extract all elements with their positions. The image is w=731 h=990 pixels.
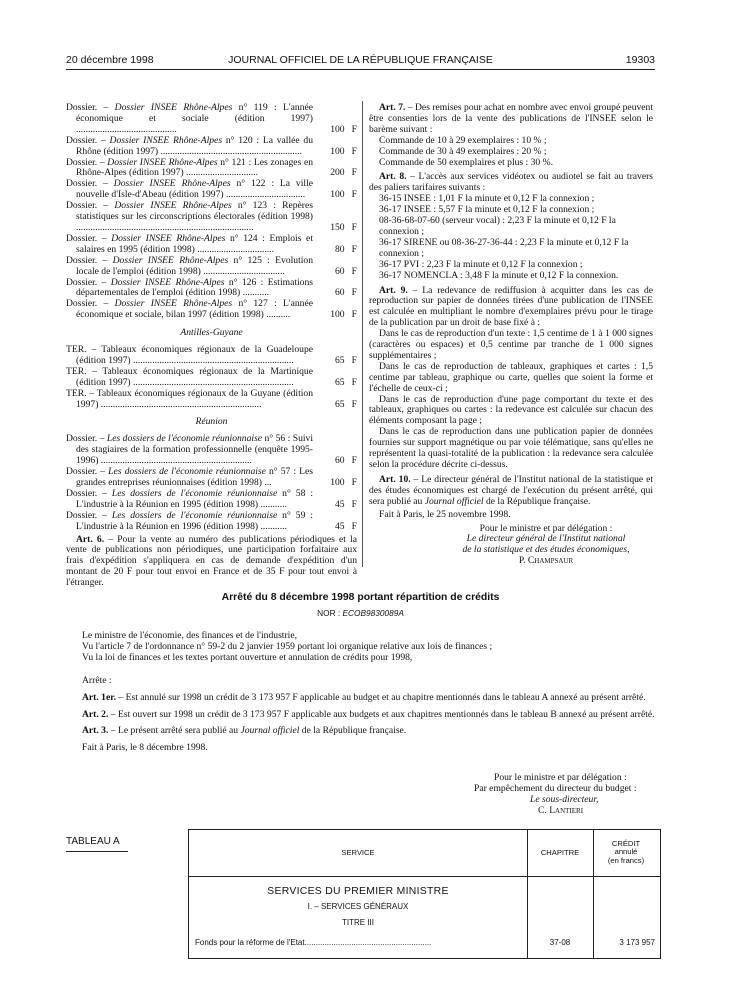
header-page-number: 19303 [625,54,655,66]
header-date: 20 décembre 1998 [66,54,154,66]
col-header-chapitre: CHAPITRE [540,848,580,857]
reproduction-case: Dans le cas de reproduction d'une page comportant du texte et des tableaux, graphiques ou cartes : la redevance est calculée sur chacun des éléments composant la page ; [369,393,653,427]
signature-1-line-2: Le directeur général de l'Institut national [466,533,626,545]
table-heading-services: SERVICES DU PREMIER MINISTRE [267,886,449,897]
arrete-word: Arrête : [82,674,112,686]
table-row-service: Fonds pour la réforme de l'Etat......................................................... [195,938,432,947]
tariff-line: 36-15 INSEE : 1,01 F la minute et 0,12 F la connexion ; [379,193,595,205]
page-header [66,54,655,68]
arrete-title: Arrêté du 8 décembre 1998 portant répartition de crédits [221,592,500,603]
article-7-scale [369,136,653,169]
publication-price: 60 F [335,265,357,277]
left-column [66,103,357,589]
publication-title: TER. – Tableaux économiques régionaux de la Guyane (édition 1997) ................................................................... [66,387,313,410]
tariff-line: 36-17 PVI : 2,23 F la minute et 0,12 F la connexion ; [379,258,583,270]
reproduction-case: Dans le cas de reproduction de tableaux, graphiques et cartes : 1,5 centime par tableau, graphique ou carte, quelles que soient la forme et l'échelle de ceux-ci ; [369,360,653,394]
visa-loi-finances: Vu la loi de finances et les textes portant ouverture et annulation de crédits pour 1998, [82,651,413,663]
publication-title: Dossier. – Dossier INSEE Rhône-Alpes n° 120 : La vallée du Rhône (édition 1997) ........................................................... [66,134,313,157]
signature-1-name: P. Champsaur [518,555,574,567]
publication-title: Dossier. – Dossier INSEE Rhône-Alpes n° 121 : Les zonages en Rhône-Alpes (édition 1997) .............................. [66,156,314,179]
publication-title: Dossier. – Les dossiers de l'économie réunionnaise n° 59 : L'industrie à la Réunion en 1996 (édition 1998) ........... [66,509,313,532]
visa-ordonnance: Vu l'article 7 de l'ordonnance n° 59-2 du 2 janvier 1959 portant loi organique relative aux lois de finances ; [82,640,493,652]
publication-entry [66,389,357,411]
publication-price: 65 F [335,354,357,366]
price-list-rhone-alpes [66,103,357,321]
publication-title: Dossier. – Dossier INSEE Rhône-Alpes n° 123 : Repères statistiques sur les circonscriptions électorales (édition 1998) .......................................................................... [66,200,313,233]
publication-entry [66,201,357,234]
publication-price: 100 F [330,189,357,201]
publication-price: 100 F [330,477,357,488]
publication-title: Dossier. – Les dossiers de l'économie réunionnaise n° 57 : Les grandes entreprises réunionnaises (édition 1998) ... [66,466,313,488]
arrete-article-2: Art. 2. – Est ouvert sur 1998 un crédit de 3 173 957 F applicable aux budgets et aux chapitres mentionnés dans le tableau B annexé au présent arrêté. [82,708,655,720]
tableau-a [188,829,661,959]
col-header-credit: CRÉDIT annulé (en francs) [607,839,645,865]
publication-price: 45 F [335,498,357,510]
publication-title: Dossier. – Dossier INSEE Rhône-Alpes n° 124 : Emplois et salaires en 1995 (édition 1998) ................................ [66,232,313,255]
col-header-service: SERVICE [341,848,375,857]
table-heading-titre: TITRE III [342,918,374,927]
publication-entry [66,345,357,367]
signature-2-name: C. Lantieri [538,804,584,816]
article-9: Art. 9. – La redevance de rediffusion à acquitter dans les cas de reproduction sur papier de données tirées d'une publication de l'INSEE est calculée en multipliant le nombre d'exemplaires prévu pour le tirage de la publication par un droit de base fixé à : [369,284,654,329]
signature-2-line-1: Pour le ministre et par délégation : [494,772,627,783]
publication-price: 65 F [335,376,357,388]
publication-price: 100 F [330,309,357,321]
signature-2-line-3: Le sous-directeur, [530,793,599,805]
signature-1-line-3: de la statistique et des études économiques, [462,544,630,556]
tariff-line: 36-17 NOMENCLA : 3,48 F la minute et 0,12 F la connexion. [379,269,619,281]
table-row-chapitre: 37-08 [549,938,571,947]
tariff-line: 36-17 INSEE : 5,57 F la minute et 0,12 F la connexion ; [379,204,595,216]
publication-entry [66,256,357,278]
signature-block-2 [440,773,730,817]
publication-title: Dossier. – Dossier INSEE Rhône-Alpes n° 119 : L'année économique et sociale (édition 1997) .......................................... [66,102,314,135]
done-at-paris-2: Fait à Paris, le 8 décembre 1998. [82,742,208,754]
publication-entry [66,467,357,489]
tableau-label: TABLEAU A [66,836,120,847]
article-10: Art. 10. – Le directeur général de l'Institut national de la statistique et des études économiques est chargé de l'exécution du présent arrêté, qui sera publié au Journal officiel de la République française. [369,473,654,507]
publication-title: Dossier. – Dossier INSEE Rhône-Alpes n° 122 : La ville nouvelle d'Isle-d'Abeau (édition 1997) ................................. [66,178,313,201]
publication-price: 80 F [335,243,357,255]
publication-title: Dossier. – Les dossiers de l'économie réunionnaise n° 56 : Suivi des stagiaires de la formation professionnelle (enquête 1995-1996) ............................................................... [66,433,313,467]
publication-price: 200 F [330,167,357,179]
article-7: Art. 7. – Des remises pour achat en nombre avec envoi groupé peuvent être consenties lors de la vente des publications de l'INSEE selon le barème suivant : [369,102,654,135]
header-journal-title: JOURNAL OFFICIEL DE LA RÉPUBLIQUE FRANÇAISE [228,54,493,66]
publication-title: Dossier. – Dossier INSEE Rhône-Alpes n° 125 : Evolution locale de l'emploi (édition 1998) .................................. [66,254,313,277]
publication-title: TER. – Tableaux économiques régionaux de la Guadeloupe (édition 1997) ................................................................... [66,344,313,366]
article-8-rates [369,194,653,281]
publication-price: 60 F [335,455,357,467]
publication-entry [66,367,357,389]
signature-block-1 [369,524,653,568]
table-header-rule [189,876,660,877]
publication-price: 150 F [330,221,357,233]
tariff-line: 36-17 SIRENE ou 08-36-27-36-44 : 2,23 F la minute et 0,12 F la connexion ; [379,236,629,259]
table-row-credit: 3 173 957 [619,938,655,947]
done-at-paris-1: Fait à Paris, le 25 novembre 1998. [379,508,511,520]
publication-price: 65 F [335,398,357,410]
publication-entry [66,158,357,180]
reproduction-case: Dans le cas de reproduction d'un texte : 1,5 centime de 1 à 1 000 signes (caractères ou espaces) et 0,5 centime par tranche de 1 000 signes supplémentaires ; [369,328,654,361]
arrete-body [66,631,655,754]
table-heading-services-generaux: I. – SERVICES GÉNÉRAUX [307,902,409,911]
publication-price: 100 F [330,145,357,157]
publication-entry [66,136,357,158]
tariff-line: 08-36-68-07-60 (serveur vocal) : 2,23 F la minute et 0,12 F la connexion ; [379,215,616,237]
publication-entry [66,179,357,201]
publication-price: 45 F [335,520,357,532]
signature-2-line-2: Par empêchement du directeur du budget : [474,782,637,794]
arrete-article-3: Art. 3. – Le présent arrêté sera publié au Journal officiel de la République française. [82,725,407,737]
article-8: Art. 8. – L'accès aux services vidéotex ou audiotel se fait au travers des paliers tarifaires suivants : [369,171,653,194]
discount-line: Commande de 30 à 49 exemplaires : 20 % ; [379,145,547,157]
price-list-antilles [66,345,357,410]
section-heading-reunion: Réunion [195,416,228,428]
price-list-reunion [66,434,357,532]
publication-entry [66,103,357,136]
section-heading-antilles: Antilles-Guyane [180,327,243,339]
publication-entry [66,511,357,533]
discount-line: Commande de 50 exemplaires et plus : 30 %. [379,156,553,168]
visa-minister: Le ministre de l'économie, des finances et de l'industrie, [82,630,297,641]
publication-price: 100 F [330,123,357,135]
arrete-article-1: Art. 1er. – Est annulé sur 1998 un crédit de 3 173 957 F applicable au budget et au chapitre mentionnés dans le tableau A annexé au présent arrêté. [82,691,646,703]
signature-1-line-1: Pour le ministre et par délégation : [479,522,613,534]
publication-entry [66,489,357,511]
publication-price: 60 F [335,287,357,299]
column-separator [362,101,363,567]
article-6: Art. 6. – Pour la vente au numéro des publications périodiques et la vente de publications non périodiques, une participation forfaitaire aux frais d'expédition s'appliquera en cas de demande d'expédition d'un montant de 20 F pour tout envoi en France et de 35 F pour tout envoi à l'étranger. [66,533,358,589]
publication-entry [66,434,357,467]
header-rule [66,69,655,70]
publication-title: Dossier. – Les dossiers de l'économie réunionnaise n° 58 : L'industrie à la Réunion en 1995 (édition 1998) ........... [66,487,313,510]
right-column [369,103,653,567]
publication-title: Dossier. – Dossier INSEE Rhône-Alpes n° 126 : Estimations départementales de l'emploi (édition 1998) ........... [66,276,313,299]
arrete-nor: NOR : ECOB9830089A [317,608,404,618]
reproduction-case: Dans le cas de reproduction dans une publication papier de données fournies sur support magnétique ou par voie télématique, sans qu'elles ne représentent la quasi-totalité de la publication : la redevance sera calculée selon la procédure décrite ci-dessus. [369,426,653,470]
article-9-cases [369,329,653,471]
publication-entry [66,299,357,321]
publication-entry [66,278,357,300]
publication-title: TER. – Tableaux économiques régionaux de la Martinique (édition 1997) ................................................................... [66,365,313,388]
tableau-label-underline [66,851,128,852]
publication-title: Dossier. – Dossier INSEE Rhône-Alpes n° 127 : L'année économique et sociale, bilan 1997 (édition 1998) .......... [66,298,313,321]
discount-line: Commande de 10 à 29 exemplaires : 10 % ; [379,134,547,146]
publication-entry [66,234,357,256]
